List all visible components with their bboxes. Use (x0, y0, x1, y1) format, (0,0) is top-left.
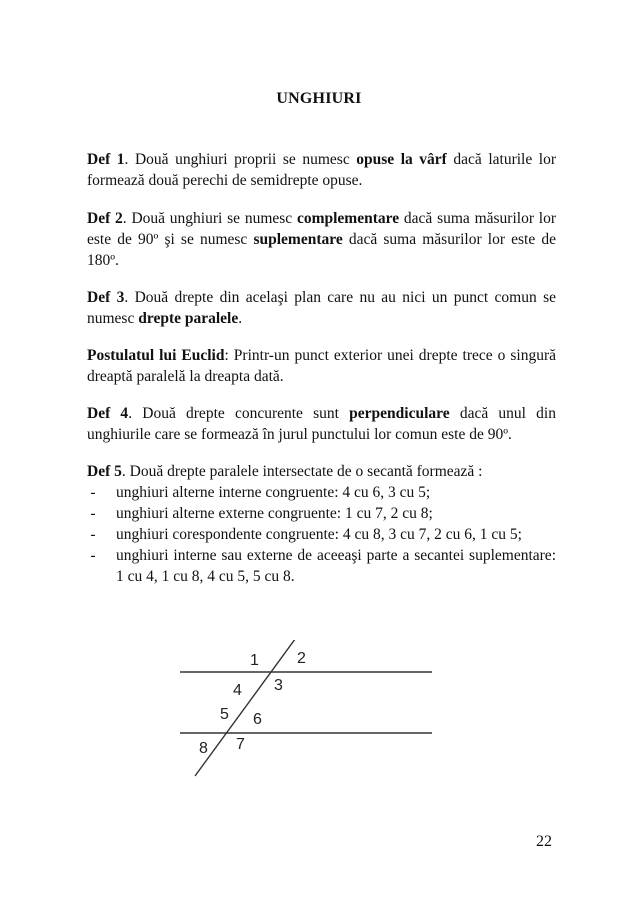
angle-label-2: 2 (297, 650, 306, 667)
definition-1 (87, 149, 556, 191)
def2-text-2: dacă suma măsurilor lor este de 90º şi se numesc (87, 210, 556, 248)
list-item (87, 482, 556, 503)
def1-label: Def 1 (87, 151, 125, 168)
def4-text-1: . Două drepte concurente sunt (128, 405, 350, 422)
postulate-euclid (87, 345, 556, 387)
angle-label-7: 7 (236, 736, 245, 753)
def4-term: perpendiculare (349, 405, 450, 422)
angle-label-3: 3 (274, 677, 283, 694)
angle-label-4: 4 (233, 682, 242, 699)
def1-text-1: . Două unghiuri proprii se numesc (124, 151, 357, 168)
def4-text-2: dacă unul din unghiurile care se formează în jurul punctului lor comun este de 90º. (87, 405, 556, 443)
bullet-dash: - (90, 526, 96, 543)
def1-text-2: dacă laturile lor formează două perechi de semidrepte opuse. (87, 151, 556, 189)
parallel-lines-figure (170, 640, 440, 780)
list-item-text: unghiuri alterne externe congruente: 1 cu 7, 2 cu 8; (116, 505, 433, 522)
definition-2 (87, 208, 556, 271)
def5-intro (87, 461, 556, 482)
bullet-dash: - (90, 547, 96, 564)
angle-label-1: 1 (250, 652, 259, 669)
postulate-text: : Printr-un punct exterior unei drepte trece o singură dreaptă paralelă la dreapta dată. (87, 347, 557, 385)
def5-list (87, 482, 556, 587)
postulate-label: Postulatul lui Euclid (87, 347, 225, 364)
bullet-dash: - (90, 505, 96, 522)
list-item (87, 545, 556, 587)
definition-3 (87, 287, 556, 329)
angle-label-8: 8 (199, 740, 208, 757)
list-item (87, 503, 556, 524)
def2-text-3: dacă suma măsurilor lor este de 180º. (87, 231, 556, 269)
angle-label-5: 5 (220, 706, 229, 723)
def2-text-1: . Două unghiuri se numesc (122, 210, 297, 227)
list-item (87, 524, 556, 545)
list-item-text: unghiuri interne sau externe de aceeaşi parte a secantei suplementare: 1 cu 4, 1 cu 8, 4 cu 5, 5 cu 8. (116, 547, 556, 585)
list-item-text: unghiuri alterne interne congruente: 4 cu 6, 3 cu 5; (116, 484, 431, 501)
definition-5 (87, 461, 556, 587)
def4-label: Def 4 (87, 405, 129, 422)
angle-label-6: 6 (253, 711, 262, 728)
def2-term-1: complementare (296, 210, 400, 227)
def3-term: drepte paralele (138, 310, 239, 327)
list-item-text: unghiuri corespondente congruente: 4 cu 8, 3 cu 7, 2 cu 6, 1 cu 5; (116, 526, 522, 543)
def5-label: Def 5 (87, 463, 122, 480)
page-title: UNGHIURI (276, 90, 362, 107)
def3-label: Def 3 (87, 289, 125, 306)
def3-text-1: . Două drepte din acelaşi plan care nu au nici un punct comun se numesc (87, 289, 556, 327)
def5-text: . Două drepte paralele intersectate de o secantă formează : (121, 463, 483, 480)
def3-text-2: . (238, 310, 243, 327)
def1-term: opuse la vârf (356, 151, 447, 168)
def2-term-2: suplementare (253, 231, 343, 248)
definition-4 (87, 403, 556, 445)
page-number: 22 (536, 833, 552, 850)
def2-label: Def 2 (87, 210, 123, 227)
bullet-dash: - (90, 484, 96, 501)
